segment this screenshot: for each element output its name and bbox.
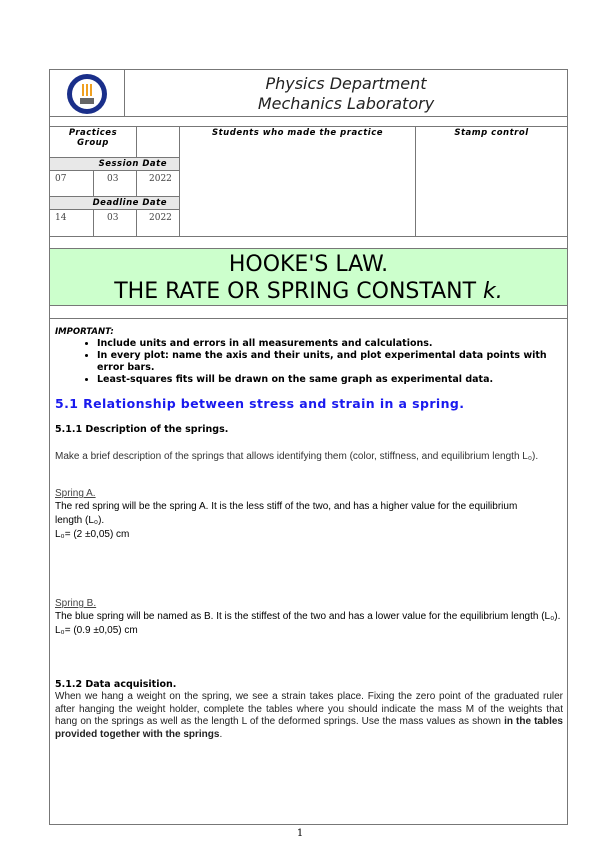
spring-b-length: L₀= (0.9 ±0,05) cm [55, 625, 138, 636]
practice-title [49, 248, 568, 306]
title-k: k. [483, 279, 503, 304]
laboratory-name: Mechanics Laboratory [257, 94, 435, 113]
spring-b-text: The blue spring will be named as B. It is the stiffest of the two and has a lower value for the equilibrium length (L₀). [55, 611, 561, 622]
session-date-label: Session Date [49, 157, 180, 171]
deadline-date-label: Deadline Date [49, 196, 180, 210]
title-line-1: HOOKE'S LAW. [228, 252, 389, 277]
header-title [124, 69, 568, 117]
data-acquisition-body: When we hang a weight on the spring, we see a strain takes place. Fixing the zero point of the graduated ruler after hanging the weight holder, complete the tables where you should indicate the mass M of the weights that hang on the springs as well as the length L of the deformed springs. Use the mass values as shown [55, 691, 563, 727]
logo-cell [49, 69, 125, 117]
important-label: IMPORTANT: [55, 327, 114, 337]
important-item: • In every plot: name the axis and their units, and plot experimental data points with error bars. [97, 350, 563, 374]
deadline-month[interactable]: 03 [93, 209, 137, 237]
important-list [55, 338, 563, 386]
page-number: 1 [296, 828, 304, 839]
spring-b-label: Spring B. [55, 598, 97, 609]
section-heading: 5.1 Relationship between stress and strain in a spring. [55, 396, 465, 411]
practices-group-label: Practices Group [49, 126, 137, 158]
content [55, 326, 563, 741]
data-acquisition-bold: in the tables provided together with the springs [55, 716, 563, 740]
session-day[interactable]: 07 [49, 170, 94, 197]
university-seal-logo [62, 72, 112, 116]
spring-a-text: The red spring will be the spring A. It is the less stiff of the two, and has a higher value for the equilibrium length (L₀). [55, 501, 518, 526]
session-year[interactable]: 2022 [136, 170, 180, 197]
title-line-2-text: THE RATE OR SPRING CONSTANT [114, 279, 484, 304]
students-field[interactable] [179, 126, 416, 237]
stamp-control-field[interactable] [415, 126, 568, 237]
deadline-day[interactable]: 14 [49, 209, 94, 237]
description-instructions: Make a brief description of the springs that allows identifying them (color, stiffness, and equilibrium length L₀). [55, 451, 539, 462]
department-name: Physics Department [265, 74, 427, 93]
spring-a-length: L₀= (2 ±0,05) cm [55, 529, 130, 540]
stamp-control-label: Stamp control [454, 128, 529, 138]
title-line-2 [50, 278, 567, 305]
data-acquisition-end: . [219, 728, 223, 740]
deadline-year[interactable]: 2022 [136, 209, 180, 237]
practices-group-field[interactable] [136, 126, 180, 158]
data-acquisition-text [55, 691, 563, 741]
subsection-heading: 5.1.2 Data acquisition. [55, 679, 177, 690]
important-item: • Include units and errors in all measurements and calculations. [97, 338, 563, 350]
important-item: • Least-squares fits will be drawn on the same graph as experimental data. [97, 374, 563, 386]
spacer-row [49, 305, 568, 319]
subsection-heading: 5.1.1 Description of the springs. [55, 424, 229, 435]
session-month[interactable]: 03 [93, 170, 137, 197]
spring-a-label: Spring A. [55, 488, 96, 499]
students-label: Students who made the practice [212, 128, 383, 138]
